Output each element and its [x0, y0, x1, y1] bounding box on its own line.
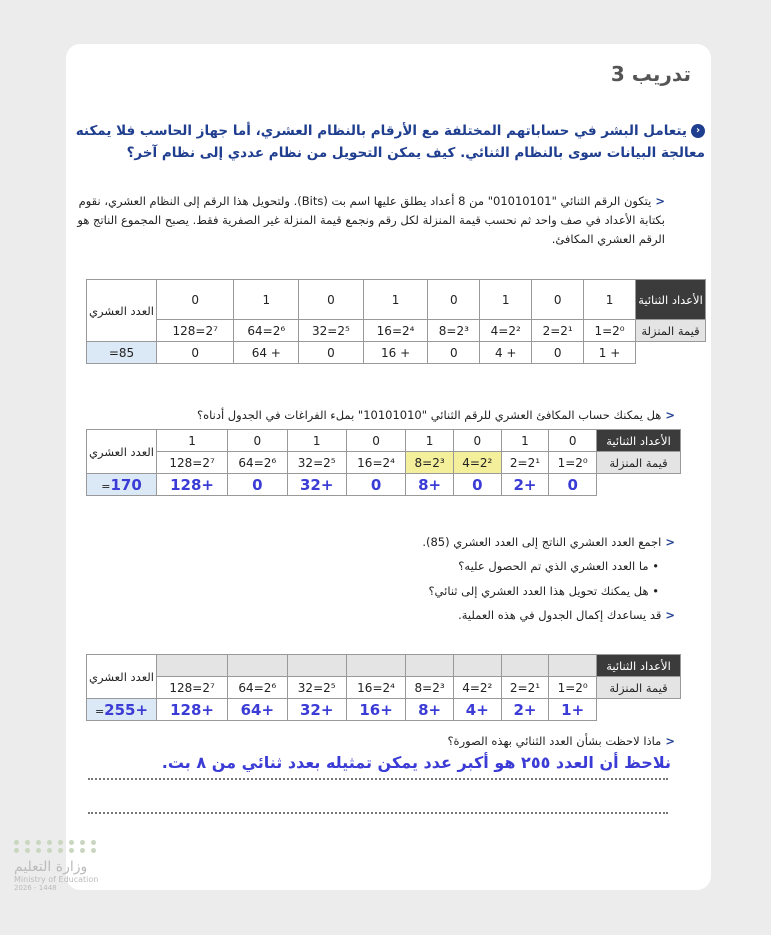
bit-cell: 1 — [363, 280, 428, 320]
value-cell: + 1 — [584, 342, 636, 364]
intro-question — [65, 120, 705, 164]
arrow-icon: < — [665, 734, 675, 748]
value-cell: + 64 — [234, 342, 299, 364]
total-sign: = — [94, 704, 105, 718]
bit-cell: 0 — [228, 430, 287, 452]
place-row-label: قيمة المنزلة — [636, 320, 706, 342]
spacer — [597, 699, 681, 721]
place-cell: 2²=4 — [480, 320, 532, 342]
question-4 — [447, 734, 675, 748]
place-cell: 2⁴=16 — [346, 452, 405, 474]
chevron-left-icon: ‹ — [691, 124, 705, 138]
place-cell: 2⁶=64 — [228, 677, 287, 699]
place-cell: 2¹=2 — [501, 452, 549, 474]
sub-question-1-text: ما العدد العشري الذي تم الحصول عليه؟ — [458, 559, 649, 573]
answer-value-cell[interactable]: +128 — [157, 699, 228, 721]
sub-question-1: • ما العدد العشري الذي تم الحصول عليه؟ — [458, 559, 659, 573]
arrow-icon: < — [665, 608, 675, 622]
place-cell: 2⁷=128 — [157, 452, 228, 474]
answer-value-cell[interactable]: +8 — [406, 699, 454, 721]
binary-row-label: الأعداد الثنائية — [636, 280, 706, 320]
place-cell: 2⁴=16 — [346, 677, 405, 699]
answer-value-cell[interactable]: +2 — [501, 474, 549, 496]
empty-bit-cell[interactable] — [501, 655, 549, 677]
bit-cell: 0 — [299, 280, 364, 320]
explanation-paragraph — [65, 192, 665, 249]
bit-cell: 0 — [532, 280, 584, 320]
bit-cell: 0 — [549, 430, 597, 452]
logo-english: Ministry of Education — [14, 875, 99, 884]
arrow-icon: < — [665, 408, 675, 422]
bit-cell: 0 — [453, 430, 501, 452]
page-title: تدريب 3 — [610, 62, 691, 86]
answer-value-cell[interactable]: +32 — [287, 474, 346, 496]
place-cell: 2⁴=16 — [363, 320, 428, 342]
empty-bit-cell[interactable] — [228, 655, 287, 677]
total-value: 170 — [110, 475, 142, 494]
binary-table-1 — [86, 279, 706, 364]
place-cell: 2⁷=128 — [157, 320, 234, 342]
decimal-header: العدد العشري — [87, 655, 157, 699]
place-row-label: قيمة المنزلة — [597, 677, 681, 699]
empty-bit-cell[interactable] — [157, 655, 228, 677]
question-4-text: ماذا لاحظت بشأن العدد الثنائي بهذه الصورة؟ — [447, 734, 662, 748]
logo-year: 2026 - 1448 — [14, 884, 57, 892]
bit-cell: 1 — [480, 280, 532, 320]
empty-bit-cell[interactable] — [287, 655, 346, 677]
place-cell: 2⁶=64 — [234, 320, 299, 342]
answer-value-cell[interactable]: +4 — [453, 699, 501, 721]
question-1-text: هل يمكنك حساب المكافئ العشري للرقم الثنائي "10101010" بملء الفراغات في الجدول أدناه؟ — [196, 408, 662, 422]
answer-value-cell[interactable]: +64 — [228, 699, 287, 721]
place-cell: 2⁷=128 — [157, 677, 228, 699]
bit-cell: 1 — [287, 430, 346, 452]
answer-value-cell[interactable]: +32 — [287, 699, 346, 721]
bit-cell: 0 — [346, 430, 405, 452]
place-cell: 2⁵=32 — [299, 320, 364, 342]
decimal-header: العدد العشري — [87, 280, 157, 342]
value-cell: + 16 — [363, 342, 428, 364]
question-2-text: اجمع العدد العشري الناتج إلى العدد العشري (85). — [422, 535, 662, 549]
place-cell: 2⁵=32 — [287, 677, 346, 699]
sub-question-2: • هل يمكنك تحويل هذا العدد العشري إلى ثنائي؟ — [428, 584, 659, 598]
question-2 — [422, 535, 675, 549]
answer-line-2[interactable] — [88, 812, 668, 814]
handwritten-answer[interactable]: نلاحظ أن العدد ٢٥٥ هو أكبر عدد يمكن تمثيله بعدد ثنائي من ٨ بت. — [161, 753, 671, 772]
paragraph-text: يتكون الرقم الثنائي "01010101" من 8 أعداد يطلق عليها اسم بت (Bits). ولتحويل هذا الرقم إلى النظام العشري، نقوم بكتابة الأعداد في صف واحد ثم نحسب قيمة المنزلة لكل رقم ونجمع قيمة المنزلة غير الصفرية فقط. يصبح المجموع الناتج هو الرقم العشري المكافئ. — [77, 194, 665, 246]
total-value: +255 — [104, 700, 149, 719]
place-cell: 2³=8 — [428, 320, 480, 342]
arrow-icon: < — [655, 194, 665, 208]
value-cell: 0 — [428, 342, 480, 364]
place-cell: 2¹=2 — [532, 320, 584, 342]
place-cell: 2²=4 — [453, 677, 501, 699]
answer-value-cell[interactable]: +128 — [157, 474, 228, 496]
place-cell: 2⁶=64 — [228, 452, 287, 474]
empty-bit-cell[interactable] — [346, 655, 405, 677]
place-cell: 2²=4 — [453, 452, 501, 474]
answer-value-cell[interactable]: 0 — [346, 474, 405, 496]
answer-value-cell[interactable]: +16 — [346, 699, 405, 721]
answer-value-cell[interactable]: 0 — [228, 474, 287, 496]
bit-cell: 0 — [428, 280, 480, 320]
decimal-header: العدد العشري — [87, 430, 157, 474]
answer-value-cell[interactable]: 0 — [549, 474, 597, 496]
bit-cell: 1 — [584, 280, 636, 320]
binary-table-3 — [86, 654, 681, 721]
question-3 — [458, 608, 675, 622]
value-cell: 0 — [532, 342, 584, 364]
sub-question-2-text: هل يمكنك تحويل هذا العدد العشري إلى ثنائي؟ — [428, 584, 649, 598]
binary-row-label: الأعداد الثنائية — [597, 430, 681, 452]
intro-text: يتعامل البشر في حساباتهم المختلفة مع الأرقام بالنظام العشري، أما جهاز الحاسب فلا يمكنه معالجة البيانات سوى بالنظام الثنائي. كيف يمكن التحويل من نظام عددي إلى نظام آخر؟ — [75, 123, 705, 161]
question-1 — [197, 408, 675, 422]
answer-value-cell[interactable]: +1 — [549, 699, 597, 721]
answer-line-1 — [88, 778, 668, 780]
bit-cell: 1 — [157, 430, 228, 452]
place-cell: 2⁵=32 — [287, 452, 346, 474]
answer-value-cell[interactable]: +8 — [406, 474, 454, 496]
spacer — [597, 474, 681, 496]
place-cell: 2⁰=1 — [549, 452, 597, 474]
binary-row-label: الأعداد الثنائية — [597, 655, 681, 677]
question-3-text: قد يساعدك إكمال الجدول في هذه العملية. — [458, 608, 662, 622]
bit-cell: 1 — [234, 280, 299, 320]
empty-bit-cell[interactable] — [549, 655, 597, 677]
value-cell: + 4 — [480, 342, 532, 364]
place-cell: 2⁰=1 — [584, 320, 636, 342]
total-cell[interactable] — [87, 474, 157, 496]
logo-dots-icon — [14, 840, 124, 853]
total-sign: = — [101, 479, 111, 493]
empty-bit-cell[interactable] — [453, 655, 501, 677]
binary-table-2 — [86, 429, 681, 496]
bit-cell: 1 — [406, 430, 454, 452]
empty-bit-cell[interactable] — [406, 655, 454, 677]
place-cell: 2³=8 — [406, 452, 454, 474]
place-cell: 2¹=2 — [501, 677, 549, 699]
value-cell: 0 — [299, 342, 364, 364]
place-cell: 2³=8 — [406, 677, 454, 699]
ministry-logo — [14, 840, 124, 892]
total-cell: 85= — [87, 342, 157, 364]
total-cell[interactable] — [87, 699, 157, 721]
value-cell: 0 — [157, 342, 234, 364]
spacer — [636, 342, 706, 364]
bit-cell: 0 — [157, 280, 234, 320]
arrow-icon: < — [665, 535, 675, 549]
bit-cell: 1 — [501, 430, 549, 452]
answer-value-cell[interactable]: +2 — [501, 699, 549, 721]
logo-arabic: وزارة التعليم — [14, 859, 88, 875]
answer-value-cell[interactable]: 0 — [453, 474, 501, 496]
place-row-label: قيمة المنزلة — [597, 452, 681, 474]
place-cell: 2⁰=1 — [549, 677, 597, 699]
